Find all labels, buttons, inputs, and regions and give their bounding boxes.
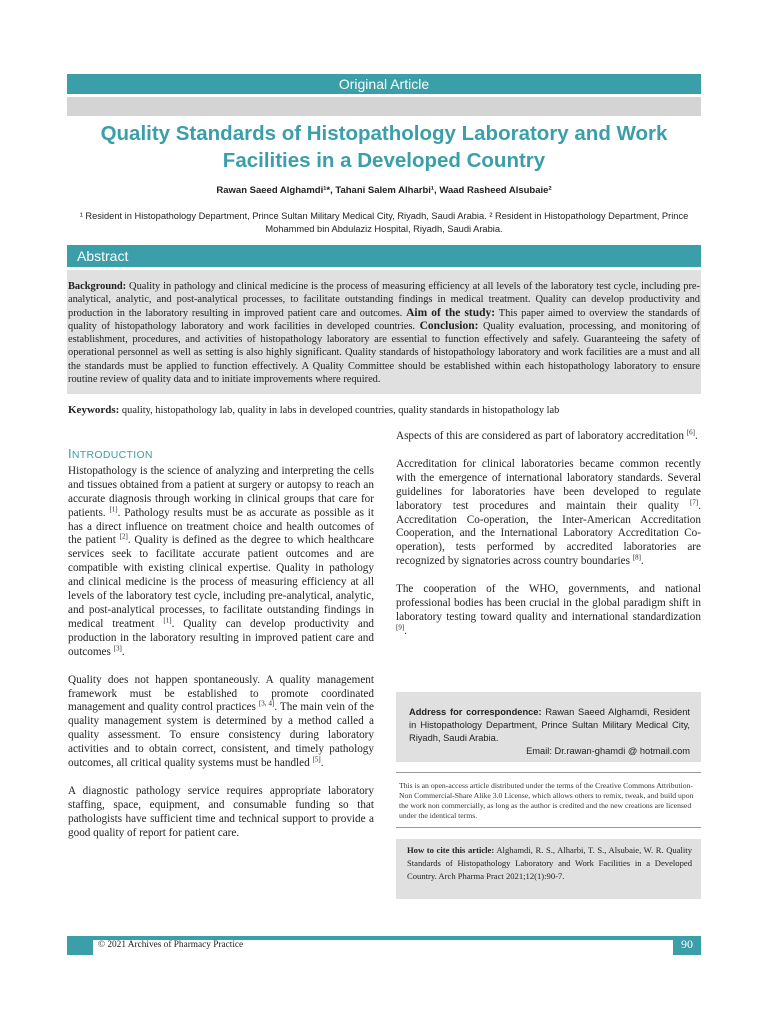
keywords-label: Keywords: — [68, 404, 120, 416]
text: Histopathology is the science of analyzing and interpreting the cells and tissues obtained from a patient at surgery or autopsy to reach an accurate diagnosis through working in clinical groups that care for patients. — [68, 464, 374, 519]
text: . — [121, 645, 125, 658]
correspondence-address: Rawan Saeed Alghamdi, Resident in Histopathology Department, Prince Sultan Military Medical City, Riyadh, Saudi Arabia. — [409, 707, 690, 743]
abstract-heading — [67, 245, 701, 267]
text: . — [404, 624, 407, 637]
intro-paragraph-1 — [68, 465, 374, 660]
section-label: Original Article — [338, 76, 430, 92]
spacer — [396, 569, 701, 583]
text: The cooperation of the WHO, governments, and national professional bodies has been crucial in the global paradigm shift in laboratory testing toward quality and international standardization — [396, 583, 701, 623]
article-title: Quality Standards of Histopathology Laboratory and Work Facilities in a Developed Country — [100, 122, 668, 172]
open-access-notice — [396, 772, 701, 828]
intro-heading-rest: NTRODUCTION — [71, 449, 153, 461]
citation-ref: [9] — [396, 623, 405, 632]
aim-label: Aim of the study: — [406, 306, 496, 319]
citation-box — [396, 839, 701, 899]
text: . — [694, 430, 698, 442]
citation-ref: [2] — [119, 532, 128, 541]
section-banner — [67, 74, 701, 94]
correspondence-box — [396, 692, 701, 762]
right-paragraph-3 — [396, 583, 701, 639]
keywords — [68, 404, 700, 416]
text: . Quality can develop productivity and production in the laboratory resulting in improved patient care and outcomes — [68, 617, 375, 658]
spacer — [396, 444, 701, 458]
open-access-text: This is an open-access article distributed under the terms of the Creative Commons Attribution-Non Commercial-Share Alike 3.0 License, which allows others to remix, tweak, and build upon the work non commercially, as long as the author is credited and the new creations are licensed under the identical terms. — [399, 781, 694, 820]
citation-label: How to cite this article: — [407, 845, 495, 855]
text: . Quality is defined as the degree to which healthcare services seek to facilitate accurate patient outcomes and are compatible with existing clinical expertise. Quality in pathology and clinical medicine is the process of measuring efficiency at all levels of the laboratory test cycle, including pre-analytical, analytic, and post-analytical processes, to facilitate outstanding findings in medical treatment — [68, 534, 374, 630]
citation-body: Alghamdi, R. S., Alharbi, T. S., Alsubaie, W. R. Quality Standards of Histopathology Laboratory and Work Facilities in a Developed Country. Arch Pharma Pract 2021;12(1):90-7. — [407, 845, 692, 881]
text: . Pathology results must be as accurate as possible as it has a direct influence on treatment choice and health outcomes of the patient — [68, 506, 375, 547]
right-paragraph-1 — [396, 430, 701, 444]
spacer — [68, 660, 374, 674]
citation-ref: [3] — [113, 643, 122, 652]
intro-paragraph-2 — [68, 674, 374, 771]
citation-ref: [6] — [686, 428, 695, 437]
correspondence-label: Address for correspondence: — [409, 707, 542, 717]
footer-accent-left — [67, 940, 93, 955]
introduction-heading — [68, 447, 374, 463]
conclusion-text: Quality evaluation, processing, and monitoring of establishment, procedures, and activities of histopathology laboratory are essential to function effectively and safely. Guaranteeing the safety of operational personnel as well as setting is also highly significant. Quality standards of histopathology laboratory and work facilities are a must and all the standards must be applied to function effectively. A Quality Committee should be established within each histopathology laboratory to ensure routine review of quality data and to initiate improvements where required. — [68, 320, 700, 386]
background-label: Background: — [68, 281, 127, 292]
citation-ref: [3, 4] — [258, 699, 275, 708]
citation-ref: [1] — [163, 616, 172, 625]
grey-bar — [67, 97, 701, 116]
citation-ref: [5] — [312, 755, 321, 764]
correspondence-email: Email: Dr.rawan-ghamdi @ hotmail.com — [526, 746, 690, 756]
citation-ref: [8] — [632, 553, 641, 562]
text: . — [640, 555, 644, 568]
background-text: Quality in pathology and clinical medicine is the process of measuring efficiency at all levels of the laboratory test cycle, including pre-analytical, analytic, and post-analytical processes, to facilitate outstanding findings in medical treatment. Quality can develop productivity and production in the laboratory resulting in improved patient care and outcomes. — [68, 281, 700, 319]
author-list: Rawan Saeed Alghamdi¹*, Tahani Salem Alharbi¹, Waad Rasheed Alsubaie² — [216, 185, 552, 196]
citation-ref: [1] — [109, 504, 118, 513]
intro-heading-initial: I — [68, 446, 72, 461]
abstract-heading-label: Abstract — [77, 248, 129, 264]
correspondence-text — [409, 706, 690, 758]
intro-paragraph-3: A diagnostic pathology service requires appropriate laboratory staffing, space, equipment, and consumable funding so that pathologists have sufficient time and technical support to provide a good quality of report for patient care. — [68, 784, 374, 839]
text: . — [320, 757, 324, 770]
left-column — [68, 447, 374, 841]
citation-text — [407, 844, 692, 883]
text: . Accreditation Co-operation, the Inter-American Accreditation Cooperation, and the International Laboratory Accreditation Co-operation), tests performed by accredited laboratories are recognized by signatories across country boundaries — [396, 499, 701, 568]
text: Quality does not happen spontaneously. A quality management framework must be established to promote coordinated management and quality control practices — [68, 673, 374, 714]
keywords-text: quality, histopathology lab, quality in labs in developed countries, quality standards in histopathology lab — [119, 405, 560, 416]
affiliations: ¹ Resident in Histopathology Department, Prince Sultan Military Medical City, Riyadh, Saudi Arabia. ² Resident in Histopathology Department, Prince Mohammed bin Abdulaziz Hospital, Riyadh, Saudi Arabia. — [79, 211, 689, 234]
right-column — [396, 430, 701, 639]
text: Accreditation for clinical laboratories became common recently with the emergence of international laboratory standards. Several guidelines for laboratories have been developed to regulate laboratory test procedures and maintain their quality — [396, 457, 701, 512]
right-paragraph-2 — [396, 458, 701, 569]
page-number: 90 — [681, 937, 693, 951]
text: . The main vein of the quality management system is determined by a method called a quality assessment. To ensure consistency during laboratory activities and to obtain correct, consistent, and timely pathology outcomes, all critical quality systems must be handled — [68, 701, 375, 770]
spacer — [68, 771, 374, 785]
aim-text: This paper aimed to overview the standards of quality of histopathology laboratory and work facilities in developed countries. — [68, 307, 700, 332]
text: Aspects of this are considered as part of laboratory accreditation — [396, 430, 684, 442]
copyright: © 2021 Archives of Pharmacy Practice — [98, 940, 244, 950]
conclusion-label: Conclusion: — [419, 319, 479, 332]
abstract-text — [68, 280, 700, 386]
citation-ref: [7] — [690, 497, 699, 506]
